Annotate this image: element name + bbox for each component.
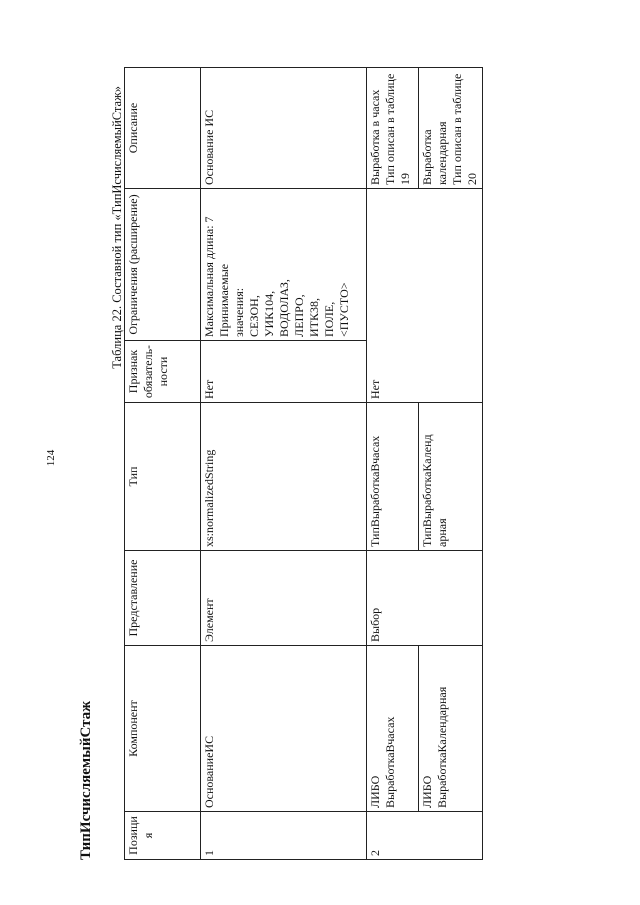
rotated-page-content: [78, 73, 548, 860]
col-header-restrictions: Ограничения (расширение): [125, 189, 201, 341]
cell-type: ТипВыработкаВчасах: [367, 403, 419, 551]
cell-component: ЛИБО ВыработкаКалендарная: [419, 646, 483, 812]
table-row: [201, 68, 367, 860]
table-caption: Таблица 22. Составной тип «ТипИсчисляемыйСтаж»: [110, 86, 124, 369]
col-header-required: Признак обязатель-ности: [125, 341, 201, 403]
cell-required: Нет: [201, 341, 367, 403]
cell-description: Выработка календарная Тип описан в таблице 20: [419, 68, 483, 189]
cell-description: Выработка в часах Тип описан в таблице 19: [367, 68, 419, 189]
col-header-type: Тип: [125, 403, 201, 551]
cell-restrictions: Максимальная длина: 7 Принимаемые значения: СЕЗОН, УИК104, ВОДОЛАЗ, ЛЕПРО, ИТК38, ПОЛЕ, <ПУСТО>: [201, 189, 367, 341]
cell-representation: Элемент: [201, 551, 367, 646]
cell-component: ОснованиеИС: [201, 646, 367, 812]
col-header-description: Описание: [125, 68, 201, 189]
spec-table: [124, 67, 483, 860]
cell-type: xs:normalizedString: [201, 403, 367, 551]
cell-type: ТипВыработкаКаленд арная: [419, 403, 483, 551]
cell-position: 1: [201, 812, 367, 860]
cell-restrictions: [367, 189, 483, 341]
col-header-representation: Представление: [125, 551, 201, 646]
page-number: 124: [45, 449, 57, 467]
cell-representation: Выбор: [367, 551, 483, 646]
cell-position: 2: [367, 812, 483, 860]
col-header-component: Компонент: [125, 646, 201, 812]
header-row: [125, 68, 201, 860]
cell-required: Нет: [367, 341, 483, 403]
table-row: [419, 68, 483, 860]
cell-description: Основание ИС: [201, 68, 367, 189]
type-heading: ТипИсчисляемыйСтаж: [78, 700, 94, 860]
cell-component: ЛИБО ВыработкаВчасах: [367, 646, 419, 812]
col-header-position: Позиция: [125, 812, 201, 860]
table-row: [367, 68, 419, 860]
